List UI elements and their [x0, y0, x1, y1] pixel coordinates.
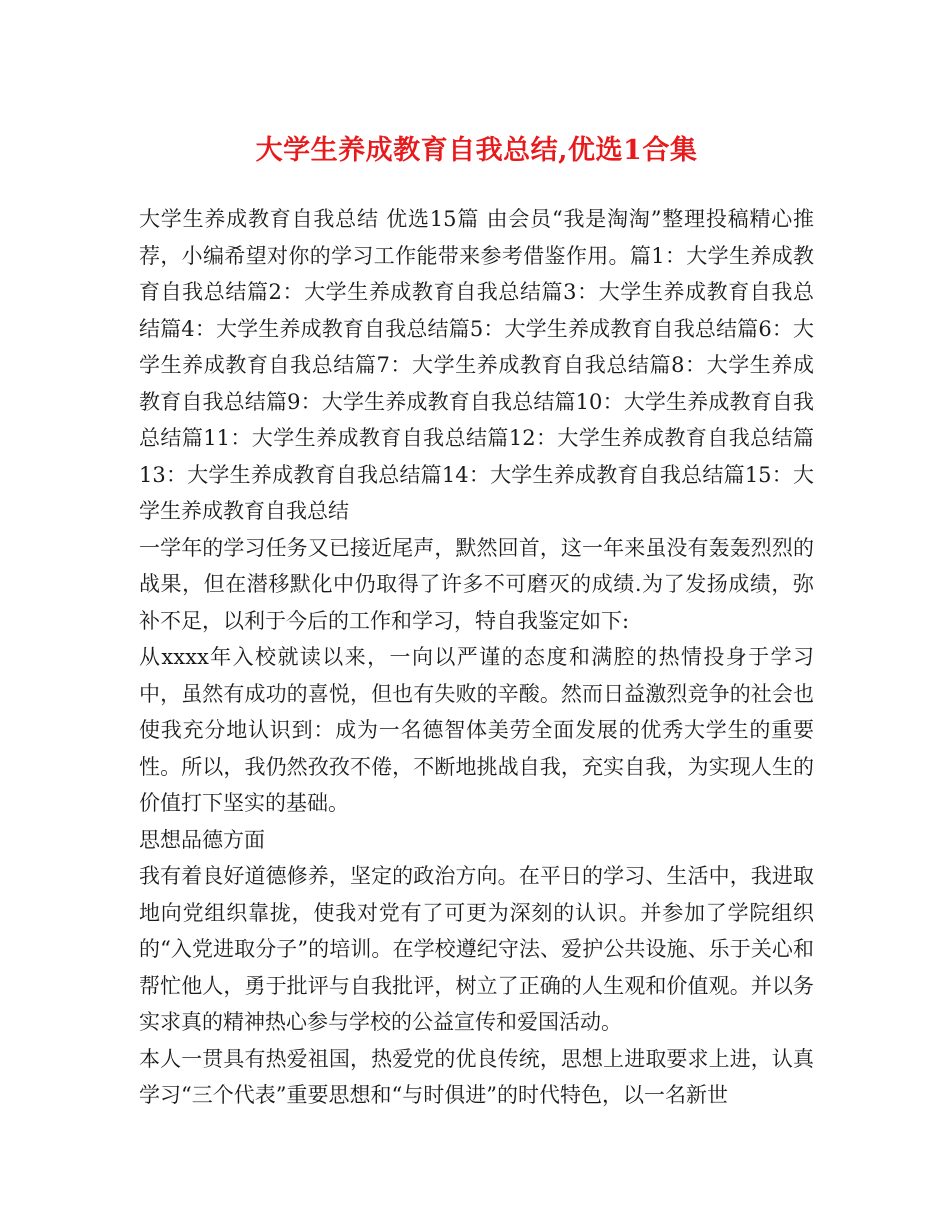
paragraph-patriotism: 本人一贯具有热爱祖国，热爱党的优良传统，思想上进取要求上进，认真学习“三个代表”重要思想和“与时俱进”的时代特色，以一名新世 — [139, 1046, 814, 1107]
paragraph-intro: 大学生养成教育自我总结 优选15篇 由会员“我是淘淘”整理投稿精心推荐，小编希望对你的学习工作能带来参考借鉴作用。篇1：大学生养成教育自我总结篇2：大学生养成教育自我总结篇3：大学生养成教育自我总结篇4：大学生养成教育自我总结篇5：大学生养成教育自我总结篇6：大学生养成教育自我总结篇7：大学生养成教育自我总结篇8：大学生养成教育自我总结篇9：大学生养成教育自我总结篇10：大学生养成教育自我总结篇11：大学生养成教育自我总结篇12：大学生养成教育自我总结篇13：大学生养成教育自我总结篇14：大学生养成教育自我总结篇15：大学生养成教育自我总结 — [139, 207, 814, 523]
paragraph-opening: 一学年的学习任务又已接近尾声，默然回首，这一年来虽没有轰轰烈烈的战果，但在潜移默化中仍取得了许多不可磨灭的成绩.为了发扬成绩，弥补不足，以利于今后的工作和学习，特自我鉴定如下: — [139, 535, 814, 633]
paragraph-moral: 我有着良好道德修养，坚定的政治方向。在平日的学习、生活中，我进取地向党组织靠拢，使我对党有了可更为深刻的认识。并参加了学院组织的“入党进取分子”的培训。在学校遵纪守法、爱护公共设施、乐于关心和帮忙他人，勇于批评与自我批评，树立了正确的人生观和价值观。并以务实求真的精神热心参与学校的公益宣传和爱国活动。 — [139, 864, 814, 1034]
section-heading-moral: 思想品德方面 — [139, 827, 265, 852]
document-body — [139, 201, 814, 1114]
paragraph-since-enrollment: 从xxxx年入校就读以来，一向以严谨的态度和满腔的热情投身于学习中，虽然有成功的喜悦，但也有失败的辛酸。然而日益激烈竞争的社会也使我充分地认识到：成为一名德智体美劳全面发展的优秀大学生的重要性。所以，我仍然孜孜不倦，不断地挑战自我，充实自我，为实现人生的价值打下坚实的基础。 — [139, 645, 814, 815]
document-title: 大学生养成教育自我总结,优选1合集 — [255, 135, 698, 166]
document-page — [139, 0, 814, 1114]
